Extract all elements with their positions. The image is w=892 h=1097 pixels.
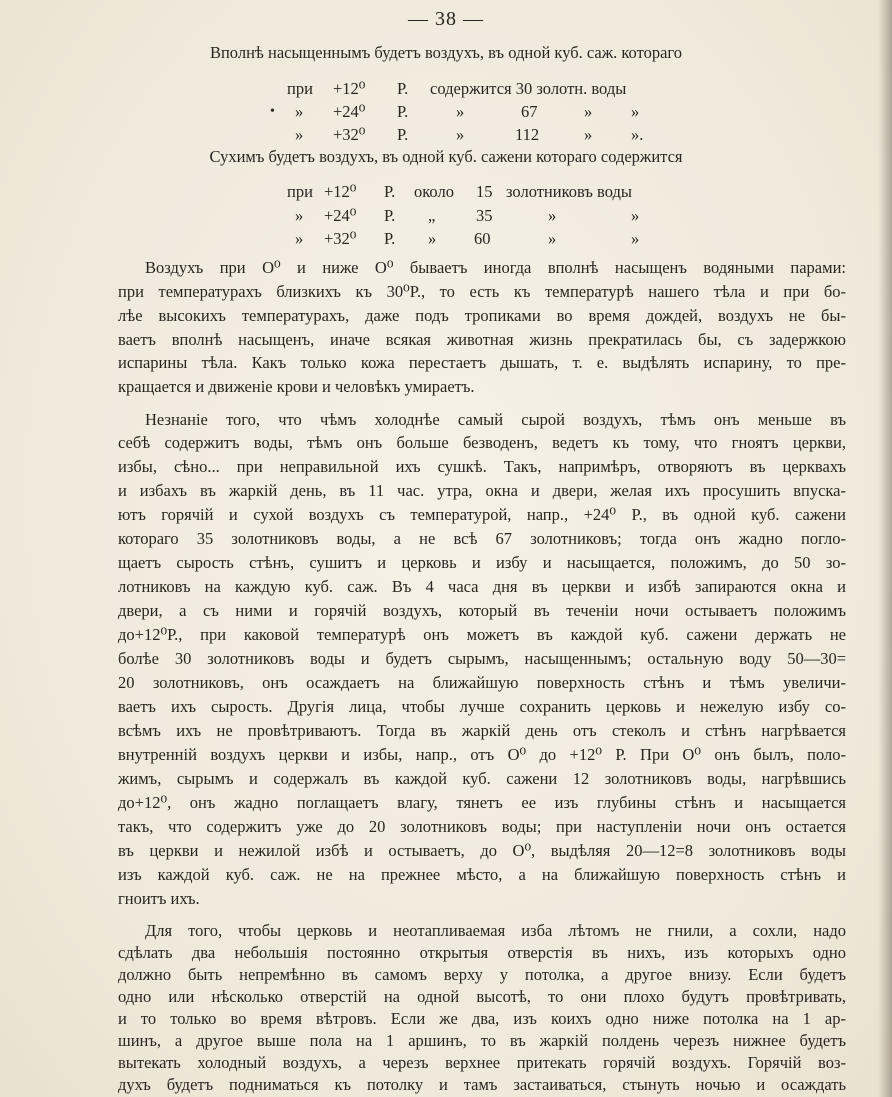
cell: золотниковъ воды: [506, 182, 632, 201]
paragraph2-line: болѣе 30 золотниковъ воды и будетъ сырымъ, насыщеннымъ; остальную воду 50—30=: [118, 649, 846, 668]
cell: »: [631, 206, 640, 225]
dry-row: [0, 205, 892, 227]
cell: Р.: [384, 206, 396, 225]
paragraph3-line: шинъ, а другое выше пола на 1 аршинъ, то въ жаркій полдень черезъ нижнее будетъ: [118, 1031, 846, 1050]
dry-row: [0, 181, 892, 203]
paragraph2-line: внутренній воздухъ церкви и избы, напр., отъ О⁰ до +12⁰ Р. При О⁰ онъ былъ, поло-: [118, 745, 846, 764]
paragraph2-line: Незнаніе того, что чѣмъ холоднѣе самый сырой воздухъ, тѣмъ онъ меньше въ: [145, 410, 846, 429]
cell: +32⁰: [333, 125, 366, 144]
paragraph1-line: лѣе высокихъ температурахъ, даже подъ тропиками во время дождей, воздухъ не бы-: [118, 306, 846, 325]
paragraph3-line: и то только во время вѣтровъ. Если же два, изъ коихъ одно ниже потолка на 1 ар-: [118, 1009, 846, 1028]
paragraph2-line: лотниковъ на каждую куб. саж. Въ 4 часа дня въ церкви и избѣ запираются окна и: [118, 577, 846, 596]
paragraph2-line: до+12⁰, онъ жадно поглащаетъ влагу, тянетъ ее изъ глубины стѣнъ и насыщается: [118, 793, 846, 812]
paragraph2-line: всѣмъ ихъ не провѣтриваютъ. Тогда въ жаркій день отъ стеколъ и стѣнъ нагрѣвается: [118, 721, 846, 740]
paragraph3-line: вытекать холодный воздухъ, а черезъ верхнее притекать горячій воздухъ. Горячій воз-: [118, 1053, 846, 1072]
cell: ».: [631, 125, 644, 144]
cell: 15: [476, 182, 493, 201]
paragraph2-line: котораго 35 золотниковъ воды, а не всѣ 67 золотниковъ; тогда онъ жадно погло-: [118, 529, 846, 548]
cell: при: [287, 79, 313, 98]
paragraph3-line: сдѣлать два небольшія постоянно открытыя отверстія въ нихъ, изъ которыхъ одно: [118, 943, 846, 962]
cell: »: [295, 206, 304, 225]
cell: +24⁰: [333, 102, 366, 121]
paragraph2-line: гноитъ ихъ.: [118, 889, 200, 908]
paragraph2-line: двери, а съ ними и горячій воздухъ, который въ теченіи ночи остываетъ положимъ: [118, 601, 846, 620]
cell: »: [548, 229, 557, 248]
cell: около: [414, 182, 454, 201]
cell: Р.: [397, 79, 409, 98]
paragraph3-line: должно быть непремѣнно въ самомъ верху у потолка, а другое внизу. Если будетъ: [118, 965, 846, 984]
cell: »: [295, 229, 304, 248]
dry-intro: Сухимъ будетъ воздухъ, въ одной куб. сажени котораго содержится: [209, 147, 683, 166]
paragraph1-line: кращается и движеніе крови и человѣкъ умираетъ.: [118, 377, 475, 396]
bullet-dot: •: [270, 104, 275, 119]
page-number: — 38 —: [408, 8, 484, 30]
cell: при: [287, 182, 313, 201]
cell: »: [295, 125, 304, 144]
dry-row: [0, 228, 892, 250]
paragraph2-line: себѣ содержитъ воды, тѣмъ онъ больше безводенъ, ведетъ къ тому, что гноятъ церкви,: [118, 433, 846, 452]
cell: »: [456, 102, 465, 121]
paragraph2-line: ютъ горячій и сухой воздухъ съ температурой, напр., +24⁰ Р., въ одной куб. сажени: [118, 505, 846, 524]
paragraph2-line: въ церкви и нежилой избѣ и остываетъ, до О⁰, выдѣляя 20—12=8 золотниковъ воды: [118, 841, 846, 860]
cell: »: [631, 229, 640, 248]
paragraph1-line: ваетъ вполнѣ насыщенъ, иначе всякая животная жизнь прекратилась бы, съ задержкою: [118, 330, 846, 349]
cell: +12⁰: [333, 79, 366, 98]
saturated-intro: Вполнѣ насыщеннымъ будетъ воздухъ, въ одной куб. саж. котораго: [209, 43, 683, 62]
paragraph1-line: Воздухъ при О⁰ и ниже О⁰ бываетъ иногда вполнѣ насыщенъ водяными парами:: [145, 258, 846, 277]
cell: »: [548, 206, 557, 225]
saturated-row: [0, 124, 892, 146]
paragraph2-line: избы, сѣно... при неправильной ихъ сушкѣ. Такъ, напримѣръ, отворяютъ въ церквахъ: [118, 457, 846, 476]
cell: »: [295, 102, 304, 121]
cell: »: [584, 102, 593, 121]
cell: 67: [521, 102, 538, 121]
cell: Р.: [397, 102, 409, 121]
paragraph2-line: изъ каждой куб. саж. не на прежнее мѣсто, а на ближайшую поверхность стѣнъ и: [118, 865, 846, 884]
paragraph2-line: до+12⁰Р., при каковой температурѣ онъ можетъ въ каждой куб. сажени держать не: [118, 625, 846, 644]
paragraph3-line: Для того, чтобы церковь и неотапливаемая изба лѣтомъ не гнили, а сохли, надо: [145, 921, 846, 940]
cell: »: [428, 229, 437, 248]
cell: Р.: [384, 182, 396, 201]
paragraph2-line: жимъ, сырымъ и содержалъ въ каждой куб. сажени 12 золотниковъ воды, нагрѣвшись: [118, 769, 846, 788]
paragraph1-line: испарины тѣла. Какъ только кожа перестаетъ дышать, т. е. выдѣлять испарину, то пре-: [118, 353, 846, 372]
paragraph2-line: ваетъ ихъ сырость. Другія лица, чтобы лучше сохранить церковь и нежелую избу со-: [118, 697, 846, 716]
cell: „: [428, 206, 436, 225]
cell: 112: [515, 125, 540, 144]
paragraph3-line: одно или нѣсколько отверстій на одной высотѣ, то они плохо будутъ провѣтривать,: [118, 987, 846, 1006]
cell: Р.: [384, 229, 396, 248]
paragraph2-line: и избахъ въ жаркій день, въ 11 час. утра, окна и двери, желая ихъ просушить впуска-: [118, 481, 846, 500]
cell: +12⁰: [324, 182, 357, 201]
paragraph2-line: щаетъ сырость стѣнъ, сушитъ и церковь и избу и насыщается, положимъ, до 50 зо-: [118, 553, 846, 572]
paragraph1-line: при температурахъ близкихъ къ 30⁰Р., то есть къ температурѣ нашего тѣла и при бо-: [118, 282, 846, 301]
cell: 60: [474, 229, 491, 248]
cell: Р.: [397, 125, 409, 144]
paragraph2-line: такъ, что содержитъ уже до 20 золотниковъ воды; при наступленіи ночи онъ остается: [118, 817, 846, 836]
cell: 35: [476, 206, 493, 225]
cell: содержится 30 золотн. воды: [430, 79, 627, 98]
cell: +24⁰: [324, 206, 357, 225]
cell: »: [631, 102, 640, 121]
saturated-row: [0, 101, 892, 123]
saturated-row: [0, 78, 892, 100]
cell: »: [584, 125, 593, 144]
cell: »: [456, 125, 465, 144]
paragraph3-line: духъ будетъ подниматься къ потолку и тамъ застаиваться, стынуть ночью и осаждать: [118, 1075, 846, 1094]
cell: +32⁰: [324, 229, 357, 248]
paragraph2-line: 20 золотниковъ, онъ осаждаетъ на ближайшую поверхность стѣнъ и тѣмъ увеличи-: [118, 673, 846, 692]
